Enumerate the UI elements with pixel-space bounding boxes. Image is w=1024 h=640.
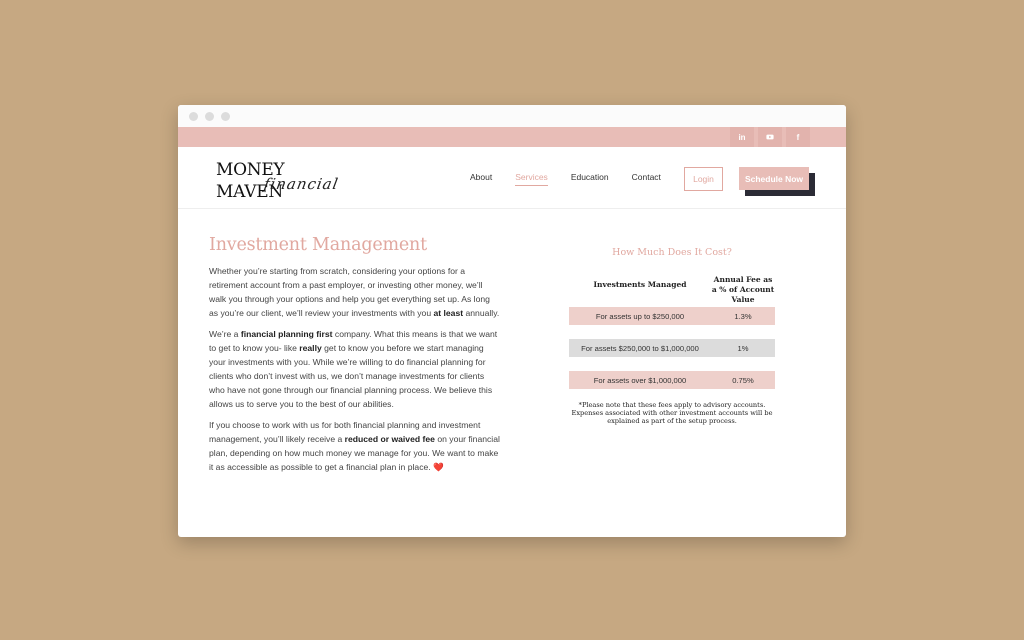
facebook-icon[interactable]: f	[786, 127, 810, 147]
page-title: Investment Management	[209, 235, 427, 255]
nav-services[interactable]: Services	[515, 172, 548, 186]
paragraph-1-end: annually.	[463, 308, 500, 318]
table-cell-fee: 1%	[737, 343, 749, 353]
table-row	[569, 371, 775, 389]
browser-window	[178, 105, 846, 537]
paragraph-3-end: on your financial plan, depending on how much money we manage for you. We want to make it as accessible as possible to get a financial plan in place. ❤️	[209, 434, 500, 472]
fee-table-header	[569, 275, 775, 305]
paragraph-1-text: Whether you’re starting from scratch, considering your options for a retirement account from a past employer, or investing other money, we’ll walk you through your options and help you get everything set up. As long as you’re our client, we’ll review your investments with you	[209, 266, 490, 318]
nav-about[interactable]: About	[470, 172, 493, 182]
investment-section	[209, 235, 501, 481]
window-dot-close[interactable]	[189, 112, 198, 121]
table-cell-fee: 1.3%	[734, 311, 752, 321]
paragraph-2-text: We’re a	[209, 329, 241, 339]
table-row	[569, 339, 775, 357]
paragraph-1	[209, 264, 501, 320]
paragraph-3-text: If you choose to work with us for both financial planning and investment management, you’ll likely receive a	[209, 420, 481, 444]
fee-note: *Please note that these fees apply to advisory accounts. Expenses associated with other investment accounts will be explained as part of the setup process.	[571, 401, 773, 425]
main-menu	[470, 172, 661, 186]
paragraph-3	[209, 418, 501, 474]
schedule-button-wrap	[739, 167, 815, 197]
youtube-icon[interactable]	[758, 127, 782, 147]
social-bar	[178, 127, 846, 147]
cost-title: How Much Does It Cost?	[612, 247, 732, 258]
paragraph-1-bold: at least	[433, 308, 464, 318]
logo-script-text: financial	[262, 175, 341, 193]
table-cell-assets: For assets $250,000 to $1,000,000	[581, 343, 699, 353]
linkedin-icon[interactable]: in	[730, 127, 754, 147]
login-button[interactable]: Login	[684, 167, 723, 191]
paragraph-2-end: get to know you before we start managing your investments with you. While we’re willing to do financial planning for clients who don’t invest with us, we don’t manage investments for clients who have not gone through our financial planning process. We believe this allows us to serve you to the best of our abilities.	[209, 343, 493, 409]
logo-main-text: MONEY MAVEN	[216, 160, 285, 202]
window-dot-maximize[interactable]	[221, 112, 230, 121]
table-row	[569, 307, 775, 325]
cost-section	[569, 247, 775, 425]
column-header-investments: Investments Managed	[593, 280, 687, 289]
paragraph-2-mid: company. What this means is that we want to get to know you- like	[209, 329, 498, 353]
paragraph-2-bold: financial planning first	[240, 329, 333, 339]
paragraph-3-bold: reduced or waived fee	[344, 434, 435, 444]
nav-education[interactable]: Education	[570, 172, 609, 182]
nav-contact[interactable]: Contact	[631, 172, 661, 182]
paragraph-2-bold-really: really	[299, 343, 322, 353]
site-header	[178, 147, 846, 209]
column-header-fee: Annual Fee as a % of Account Value	[711, 275, 775, 304]
window-chrome	[178, 105, 846, 127]
table-cell-assets: For assets over $1,000,000	[593, 375, 687, 385]
window-dot-minimize[interactable]	[205, 112, 214, 121]
table-cell-fee: 0.75%	[732, 375, 754, 385]
paragraph-2	[209, 327, 501, 411]
schedule-now-button[interactable]: Schedule Now	[739, 167, 809, 190]
table-cell-assets: For assets up to $250,000	[595, 311, 685, 321]
main-content	[178, 209, 846, 537]
logo[interactable]	[216, 159, 356, 202]
